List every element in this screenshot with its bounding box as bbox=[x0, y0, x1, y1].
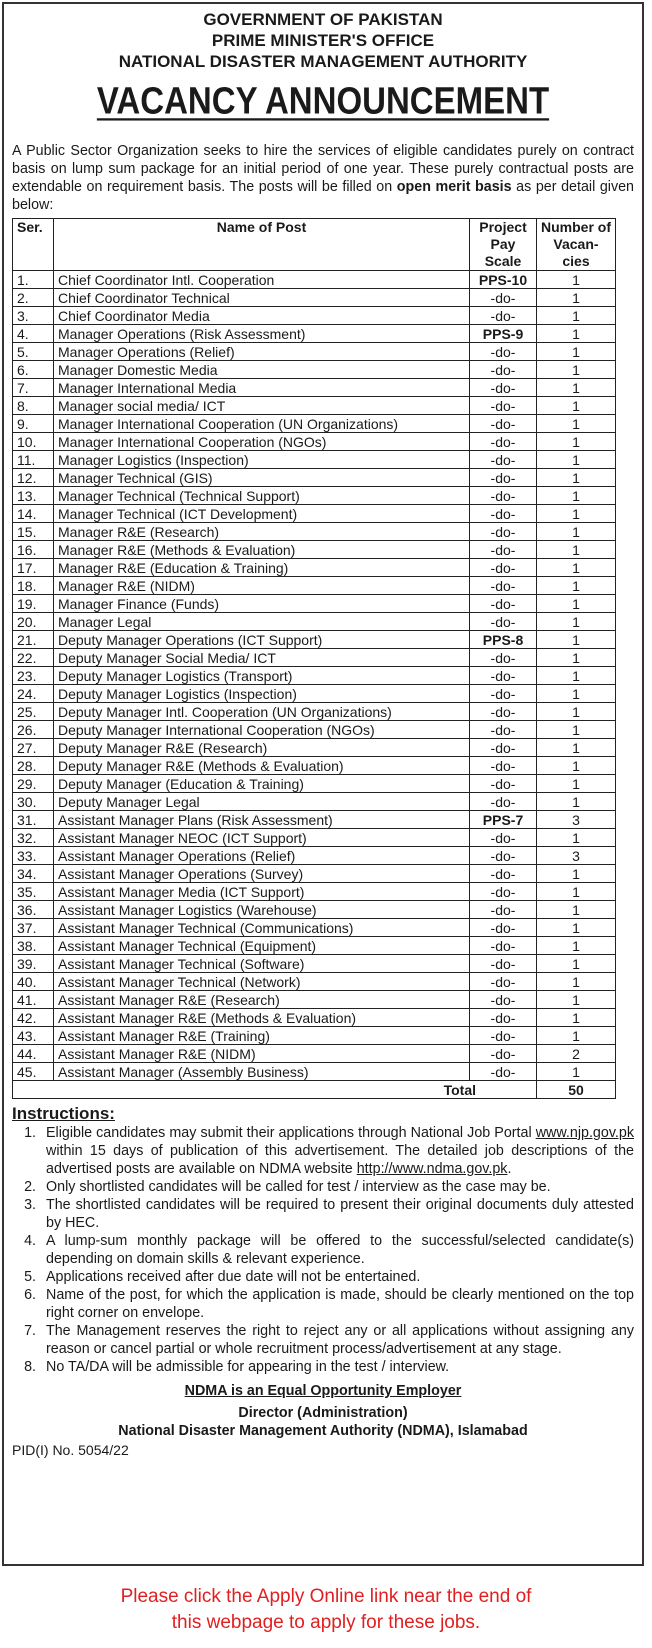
table-row bbox=[13, 577, 616, 595]
serial-cell: 32. bbox=[13, 829, 54, 847]
pay-scale-cell: -do- bbox=[470, 505, 537, 523]
pay-scale-cell: -do- bbox=[470, 433, 537, 451]
vacancies-cell: 1 bbox=[537, 703, 616, 721]
table-row bbox=[13, 397, 616, 415]
post-name-cell: Manager Domestic Media bbox=[54, 361, 470, 379]
header-ser: Ser. bbox=[13, 219, 54, 271]
table-row bbox=[13, 847, 616, 865]
pay-scale-cell: -do- bbox=[470, 991, 537, 1009]
post-name-cell: Manager R&E (NIDM) bbox=[54, 577, 470, 595]
vacancies-cell: 1 bbox=[537, 577, 616, 595]
table-row bbox=[13, 361, 616, 379]
table-row bbox=[13, 739, 616, 757]
post-name-cell: Deputy Manager Social Media/ ICT bbox=[54, 649, 470, 667]
vacancies-cell: 1 bbox=[537, 1009, 616, 1027]
pay-scale-cell: -do- bbox=[470, 541, 537, 559]
table-row bbox=[13, 919, 616, 937]
post-name-cell: Chief Coordinator Intl. Cooperation bbox=[54, 271, 470, 289]
post-name-cell: Manager International Cooperation (NGOs) bbox=[54, 433, 470, 451]
pay-scale-cell: -do- bbox=[470, 955, 537, 973]
header-authority: NATIONAL DISASTER MANAGEMENT AUTHORITY bbox=[118, 52, 528, 71]
post-name-cell: Deputy Manager Operations (ICT Support) bbox=[54, 631, 470, 649]
vacancies-cell: 1 bbox=[537, 937, 616, 955]
pay-scale-cell: -do- bbox=[470, 1009, 537, 1027]
instruction-item: 6. Name of the post, for which the application is made, should be clearly mentioned on the top right corner on envelope. bbox=[40, 1286, 634, 1322]
serial-cell: 21. bbox=[13, 631, 54, 649]
table-row bbox=[13, 271, 616, 289]
post-name-cell: Assistant Manager Media (ICT Support) bbox=[54, 883, 470, 901]
pay-scale-cell: -do- bbox=[470, 397, 537, 415]
serial-cell: 5. bbox=[13, 343, 54, 361]
post-name-cell: Manager Operations (Risk Assessment) bbox=[54, 325, 470, 343]
post-name-cell: Assistant Manager Operations (Relief) bbox=[54, 847, 470, 865]
ndma-link[interactable]: http://www.ndma.gov.pk bbox=[356, 1161, 508, 1177]
post-name-cell: Assistant Manager NEOC (ICT Support) bbox=[54, 829, 470, 847]
post-name-cell: Deputy Manager R&E (Research) bbox=[54, 739, 470, 757]
post-name-cell: Chief Coordinator Media bbox=[54, 307, 470, 325]
vacancies-cell: 1 bbox=[537, 721, 616, 739]
post-name-cell: Assistant Manager (Assembly Business) bbox=[54, 1063, 470, 1081]
vacancies-cell: 2 bbox=[537, 1045, 616, 1063]
table-row bbox=[13, 991, 616, 1009]
serial-cell: 8. bbox=[13, 397, 54, 415]
serial-cell: 16. bbox=[13, 541, 54, 559]
table-row bbox=[13, 649, 616, 667]
table-row bbox=[13, 829, 616, 847]
table-row bbox=[13, 901, 616, 919]
vacancies-cell: 1 bbox=[537, 883, 616, 901]
post-name-cell: Manager R&E (Education & Training) bbox=[54, 559, 470, 577]
intro-paragraph: A Public Sector Organization seeks to hire the services of eligible candidates purely on contract basis on lump sum package for an initial period of one year. These purely contractual posts are extendable on requirement basis. The posts will be filled on open merit basis as per detail given below: bbox=[12, 143, 635, 213]
vacancies-cell: 1 bbox=[537, 1027, 616, 1045]
header-vacancies: Number of Vacan-cies bbox=[537, 219, 616, 271]
serial-cell: 7. bbox=[13, 379, 54, 397]
post-name-cell: Manager Logistics (Inspection) bbox=[54, 451, 470, 469]
table-row bbox=[13, 289, 616, 307]
pid-number: PID(I) No. 5054/22 bbox=[12, 1442, 129, 1458]
pay-scale-cell: -do- bbox=[470, 901, 537, 919]
pay-scale-cell: -do- bbox=[470, 667, 537, 685]
post-name-cell: Assistant Manager R&E (Methods & Evaluation) bbox=[54, 1009, 470, 1027]
post-name-cell: Deputy Manager Logistics (Transport) bbox=[54, 667, 470, 685]
vacancies-cell: 1 bbox=[537, 541, 616, 559]
post-name-cell: Manager R&E (Research) bbox=[54, 523, 470, 541]
serial-cell: 44. bbox=[13, 1045, 54, 1063]
header-scale: Project Pay Scale bbox=[470, 219, 537, 271]
post-name-cell: Deputy Manager Logistics (Inspection) bbox=[54, 685, 470, 703]
serial-cell: 1. bbox=[13, 271, 54, 289]
vacancies-cell: 3 bbox=[537, 847, 616, 865]
serial-cell: 17. bbox=[13, 559, 54, 577]
serial-cell: 30. bbox=[13, 793, 54, 811]
table-row bbox=[13, 703, 616, 721]
pay-scale-cell: -do- bbox=[470, 775, 537, 793]
serial-cell: 43. bbox=[13, 1027, 54, 1045]
table-row bbox=[13, 451, 616, 469]
post-name-cell: Manager International Cooperation (UN Organizations) bbox=[54, 415, 470, 433]
pay-scale-cell: PPS-7 bbox=[470, 811, 537, 829]
post-name-cell: Deputy Manager R&E (Methods & Evaluation) bbox=[54, 757, 470, 775]
total-label: Total bbox=[13, 1081, 537, 1099]
post-name-cell: Assistant Manager Technical (Communications) bbox=[54, 919, 470, 937]
post-name-cell: Deputy Manager International Cooperation (NGOs) bbox=[54, 721, 470, 739]
serial-cell: 27. bbox=[13, 739, 54, 757]
table-row bbox=[13, 667, 616, 685]
instruction-item: 1. Eligible candidates may submit their applications through National Job Portal www.njp.gov.pk within 15 days of publication of this advertisement. The detailed job descriptions of the advertised posts are available on NDMA website http://www.ndma.gov.pk. bbox=[40, 1124, 634, 1178]
page-title: VACANCY ANNOUNCEMENT bbox=[96, 79, 550, 122]
vacancies-cell: 1 bbox=[537, 865, 616, 883]
table-row bbox=[13, 721, 616, 739]
pay-scale-cell: -do- bbox=[470, 343, 537, 361]
vacancies-cell: 1 bbox=[537, 307, 616, 325]
header-name: Name of Post bbox=[54, 219, 470, 271]
instructions bbox=[12, 1105, 634, 1376]
pay-scale-cell: -do- bbox=[470, 829, 537, 847]
serial-cell: 18. bbox=[13, 577, 54, 595]
serial-cell: 19. bbox=[13, 595, 54, 613]
serial-cell: 23. bbox=[13, 667, 54, 685]
vacancies-cell: 1 bbox=[537, 559, 616, 577]
vacancies-cell: 1 bbox=[537, 469, 616, 487]
pay-scale-cell: -do- bbox=[470, 415, 537, 433]
serial-cell: 37. bbox=[13, 919, 54, 937]
pay-scale-cell: -do- bbox=[470, 361, 537, 379]
post-name-cell: Deputy Manager (Education & Training) bbox=[54, 775, 470, 793]
director-title: Director (Administration) bbox=[238, 1405, 408, 1421]
vacancies-cell: 1 bbox=[537, 973, 616, 991]
footer bbox=[4, 1382, 642, 1440]
table-row bbox=[13, 595, 616, 613]
serial-cell: 4. bbox=[13, 325, 54, 343]
pay-scale-cell: -do- bbox=[470, 469, 537, 487]
vacancies-cell: 1 bbox=[537, 901, 616, 919]
vacancies-cell: 1 bbox=[537, 631, 616, 649]
table-row bbox=[13, 883, 616, 901]
serial-cell: 6. bbox=[13, 361, 54, 379]
table-row bbox=[13, 793, 616, 811]
post-name-cell: Manager Technical (GIS) bbox=[54, 469, 470, 487]
vacancies-cell: 1 bbox=[537, 487, 616, 505]
serial-cell: 40. bbox=[13, 973, 54, 991]
table-row bbox=[13, 613, 616, 631]
post-name-cell: Manager Legal bbox=[54, 613, 470, 631]
table-row bbox=[13, 811, 616, 829]
vacancies-cell: 1 bbox=[537, 523, 616, 541]
vacancies-cell: 1 bbox=[537, 829, 616, 847]
post-name-cell: Deputy Manager Legal bbox=[54, 793, 470, 811]
pay-scale-cell: -do- bbox=[470, 307, 537, 325]
pay-scale-cell: -do- bbox=[470, 559, 537, 577]
serial-cell: 34. bbox=[13, 865, 54, 883]
pay-scale-cell: -do- bbox=[470, 451, 537, 469]
vacancies-cell: 1 bbox=[537, 649, 616, 667]
vacancies-cell: 1 bbox=[537, 1063, 616, 1081]
pay-scale-cell: -do- bbox=[470, 793, 537, 811]
vacancies-cell: 1 bbox=[537, 685, 616, 703]
pay-scale-cell: -do- bbox=[470, 1027, 537, 1045]
post-name-cell: Manager International Media bbox=[54, 379, 470, 397]
table-row bbox=[13, 937, 616, 955]
serial-cell: 3. bbox=[13, 307, 54, 325]
serial-cell: 12. bbox=[13, 469, 54, 487]
vacancies-cell: 1 bbox=[537, 451, 616, 469]
serial-cell: 24. bbox=[13, 685, 54, 703]
post-name-cell: Manager R&E (Methods & Evaluation) bbox=[54, 541, 470, 559]
serial-cell: 42. bbox=[13, 1009, 54, 1027]
vacancies-cell: 1 bbox=[537, 415, 616, 433]
table-row bbox=[13, 631, 616, 649]
total-value: 50 bbox=[537, 1081, 616, 1099]
apply-notice: Please click the Apply Online link near the end of this webpage to apply for these jobs. bbox=[120, 1586, 532, 1633]
pay-scale-cell: -do- bbox=[470, 739, 537, 757]
table-row bbox=[13, 973, 616, 991]
pay-scale-cell: -do- bbox=[470, 757, 537, 775]
vacancies-cell: 1 bbox=[537, 613, 616, 631]
serial-cell: 25. bbox=[13, 703, 54, 721]
table-row bbox=[13, 1045, 616, 1063]
table-row bbox=[13, 523, 616, 541]
vacancies-cell: 1 bbox=[537, 325, 616, 343]
table-row bbox=[13, 775, 616, 793]
pay-scale-cell: -do- bbox=[470, 973, 537, 991]
table-row bbox=[13, 487, 616, 505]
instruction-item: 8. No TA/DA will be admissible for appearing in the test / interview. bbox=[40, 1358, 634, 1376]
table-row bbox=[13, 343, 616, 361]
pay-scale-cell: -do- bbox=[470, 1045, 537, 1063]
table-row bbox=[13, 757, 616, 775]
equal-opportunity: NDMA is an Equal Opportunity Employer bbox=[184, 1383, 462, 1399]
vacancies-cell: 1 bbox=[537, 991, 616, 1009]
pay-scale-cell: -do- bbox=[470, 487, 537, 505]
table-row bbox=[13, 433, 616, 451]
serial-cell: 29. bbox=[13, 775, 54, 793]
table-row bbox=[13, 541, 616, 559]
vacancy-table bbox=[12, 218, 616, 1099]
vacancies-cell: 1 bbox=[537, 775, 616, 793]
pay-scale-cell: -do- bbox=[470, 865, 537, 883]
vacancies-cell: 1 bbox=[537, 595, 616, 613]
instruction-item: 2. Only shortlisted candidates will be called for test / interview as the case may be. bbox=[40, 1178, 634, 1196]
serial-cell: 28. bbox=[13, 757, 54, 775]
post-name-cell: Manager Finance (Funds) bbox=[54, 595, 470, 613]
pay-scale-cell: PPS-9 bbox=[470, 325, 537, 343]
table-row bbox=[13, 307, 616, 325]
serial-cell: 45. bbox=[13, 1063, 54, 1081]
table-row bbox=[13, 865, 616, 883]
table-row bbox=[13, 505, 616, 523]
vacancies-cell: 3 bbox=[537, 811, 616, 829]
pay-scale-cell: -do- bbox=[470, 613, 537, 631]
post-name-cell: Deputy Manager Intl. Cooperation (UN Organizations) bbox=[54, 703, 470, 721]
post-name-cell: Manager social media/ ICT bbox=[54, 397, 470, 415]
serial-cell: 11. bbox=[13, 451, 54, 469]
table-row bbox=[13, 415, 616, 433]
vacancies-cell: 1 bbox=[537, 739, 616, 757]
post-name-cell: Manager Technical (Technical Support) bbox=[54, 487, 470, 505]
post-name-cell: Assistant Manager Technical (Network) bbox=[54, 973, 470, 991]
pay-scale-cell: -do- bbox=[470, 937, 537, 955]
pay-scale-cell: PPS-8 bbox=[470, 631, 537, 649]
serial-cell: 41. bbox=[13, 991, 54, 1009]
instruction-item: 5. Applications received after due date will not be entertained. bbox=[40, 1268, 634, 1286]
post-name-cell: Manager Technical (ICT Development) bbox=[54, 505, 470, 523]
pay-scale-cell: -do- bbox=[470, 1063, 537, 1081]
post-name-cell: Assistant Manager Technical (Software) bbox=[54, 955, 470, 973]
vacancies-cell: 1 bbox=[537, 793, 616, 811]
njp-link[interactable]: www.njp.gov.pk bbox=[535, 1125, 634, 1141]
serial-cell: 39. bbox=[13, 955, 54, 973]
table-row bbox=[13, 325, 616, 343]
table-row bbox=[13, 559, 616, 577]
table-row bbox=[13, 685, 616, 703]
vacancies-cell: 1 bbox=[537, 919, 616, 937]
serial-cell: 20. bbox=[13, 613, 54, 631]
table-row bbox=[13, 955, 616, 973]
pay-scale-cell: -do- bbox=[470, 847, 537, 865]
instruction-item: 4. A lump-sum monthly package will be offered to the successful/selected candidate(s) depending on domain skills & relevant experience. bbox=[40, 1232, 634, 1268]
pay-scale-cell: -do- bbox=[470, 721, 537, 739]
pay-scale-cell: -do- bbox=[470, 379, 537, 397]
post-name-cell: Assistant Manager Operations (Survey) bbox=[54, 865, 470, 883]
header-office: PRIME MINISTER'S OFFICE bbox=[211, 31, 435, 50]
vacancies-cell: 1 bbox=[537, 271, 616, 289]
post-name-cell: Assistant Manager R&E (Training) bbox=[54, 1027, 470, 1045]
vacancies-cell: 1 bbox=[537, 361, 616, 379]
table-row bbox=[13, 379, 616, 397]
table-row bbox=[13, 1063, 616, 1081]
vacancies-cell: 1 bbox=[537, 955, 616, 973]
instruction-item: 3. The shortlisted candidates will be required to present their original documents duly attested by HEC. bbox=[40, 1196, 634, 1232]
vacancies-cell: 1 bbox=[537, 289, 616, 307]
table-row bbox=[13, 469, 616, 487]
serial-cell: 38. bbox=[13, 937, 54, 955]
vacancies-cell: 1 bbox=[537, 343, 616, 361]
serial-cell: 22. bbox=[13, 649, 54, 667]
pay-scale-cell: PPS-10 bbox=[470, 271, 537, 289]
serial-cell: 9. bbox=[13, 415, 54, 433]
serial-cell: 26. bbox=[13, 721, 54, 739]
serial-cell: 14. bbox=[13, 505, 54, 523]
serial-cell: 33. bbox=[13, 847, 54, 865]
post-name-cell: Manager Operations (Relief) bbox=[54, 343, 470, 361]
vacancies-cell: 1 bbox=[537, 433, 616, 451]
vacancies-cell: 1 bbox=[537, 505, 616, 523]
table-row bbox=[13, 1009, 616, 1027]
post-name-cell: Assistant Manager Plans (Risk Assessment) bbox=[54, 811, 470, 829]
vacancies-cell: 1 bbox=[537, 379, 616, 397]
instructions-title: Instructions: bbox=[12, 1104, 115, 1123]
pay-scale-cell: -do- bbox=[470, 649, 537, 667]
advertisement bbox=[2, 2, 644, 1566]
serial-cell: 15. bbox=[13, 523, 54, 541]
pay-scale-cell: -do- bbox=[470, 523, 537, 541]
pay-scale-cell: -do- bbox=[470, 595, 537, 613]
post-name-cell: Chief Coordinator Technical bbox=[54, 289, 470, 307]
serial-cell: 31. bbox=[13, 811, 54, 829]
pay-scale-cell: -do- bbox=[470, 685, 537, 703]
vacancies-cell: 1 bbox=[537, 757, 616, 775]
serial-cell: 10. bbox=[13, 433, 54, 451]
serial-cell: 35. bbox=[13, 883, 54, 901]
pay-scale-cell: -do- bbox=[470, 703, 537, 721]
instruction-item: 7. The Management reserves the right to reject any or all applications without assigning any reason or cancel partial or whole recruitment process/advertisement at any stage. bbox=[40, 1322, 634, 1358]
organization-name: National Disaster Management Authority (NDMA), Islamabad bbox=[118, 1423, 528, 1439]
post-name-cell: Assistant Manager Technical (Equipment) bbox=[54, 937, 470, 955]
serial-cell: 13. bbox=[13, 487, 54, 505]
pay-scale-cell: -do- bbox=[470, 289, 537, 307]
table-row bbox=[13, 1027, 616, 1045]
vacancies-cell: 1 bbox=[537, 397, 616, 415]
pay-scale-cell: -do- bbox=[470, 883, 537, 901]
pay-scale-cell: -do- bbox=[470, 577, 537, 595]
post-name-cell: Assistant Manager R&E (NIDM) bbox=[54, 1045, 470, 1063]
post-name-cell: Assistant Manager R&E (Research) bbox=[54, 991, 470, 1009]
serial-cell: 2. bbox=[13, 289, 54, 307]
post-name-cell: Assistant Manager Logistics (Warehouse) bbox=[54, 901, 470, 919]
vacancies-cell: 1 bbox=[537, 667, 616, 685]
header bbox=[4, 9, 642, 72]
pay-scale-cell: -do- bbox=[470, 919, 537, 937]
serial-cell: 36. bbox=[13, 901, 54, 919]
header-government: GOVERNMENT OF PAKISTAN bbox=[203, 10, 443, 29]
